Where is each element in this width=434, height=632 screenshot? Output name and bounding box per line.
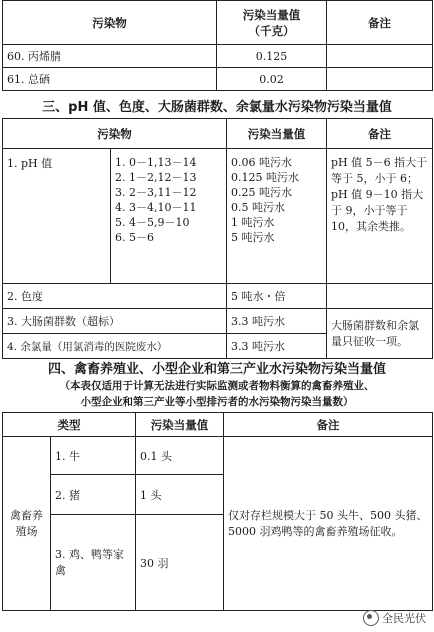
- table-header-row: [3, 413, 433, 437]
- header-pollutant: 污染物: [3, 1, 217, 45]
- row-equivalent-value: 0.1 头: [136, 437, 224, 475]
- table-row: [3, 437, 433, 475]
- table-row-ph: [3, 149, 433, 284]
- section-4-subtitle-line1: （本表仅适用于计算无法进行实际监测或者物料衡算的禽畜养殖业、: [59, 380, 375, 392]
- row-remark: [327, 68, 433, 91]
- header-remarks: 备注: [327, 1, 433, 45]
- table-row: [3, 68, 433, 91]
- row-pollutant-name: 60. 丙烯腈: [3, 45, 217, 68]
- watermark: [363, 610, 426, 626]
- row-equivalent-value: 0.125: [217, 45, 327, 68]
- header-equivalent: 污染当量值: [227, 119, 327, 149]
- color-value: 5 吨水・倍: [227, 284, 327, 309]
- table-header-row: [3, 1, 433, 45]
- ph-value: 0.125 吨污水: [231, 171, 299, 184]
- row-equivalent-value: 1 头: [136, 475, 224, 515]
- header-equivalent-line2: （千克）: [248, 23, 295, 38]
- ph-remark: pH 值 5－6 指大于等于 5，小于 6；pH 值 9－10 指大于 9，小于等于 10，其余类推。: [327, 149, 433, 284]
- watermark-text: 全民光伏: [382, 612, 426, 625]
- wechat-icon: [363, 610, 379, 626]
- ph-value: 0.25 吨污水: [231, 186, 292, 199]
- ph-range: 4. 3－4,10－11: [115, 201, 197, 214]
- livestock-remark: 仅对存栏规模大于 50 头牛、500 头猪、5000 羽鸡鸭等的禽畜养殖场征收。: [224, 437, 433, 611]
- section-4-subtitle-line2: 小型企业和第三产业等小型排污者的水污染物污染当量数）: [80, 396, 354, 408]
- coliform-value: 3.3 吨污水: [227, 309, 327, 334]
- row-pollutant-name: 61. 总硒: [3, 68, 217, 91]
- table-row: [3, 45, 433, 68]
- ph-values: [227, 149, 327, 284]
- row-type-name: 2. 猪: [51, 475, 136, 515]
- chlorine-label: 4. 余氯量（用氯消毒的医院废水）: [3, 334, 227, 359]
- coliform-label: 3. 大肠菌群数（超标）: [3, 309, 227, 334]
- header-equivalent-line1: 污染当量值: [242, 7, 301, 22]
- color-remark: [327, 284, 433, 309]
- table-header-row: [3, 119, 433, 149]
- table-water-pollutants-tail: [2, 0, 433, 91]
- ph-value: 0.5 吨污水: [231, 201, 285, 214]
- ph-range: 1. 0－1,13－14: [115, 156, 197, 169]
- ph-label: 1. pH 值: [3, 149, 111, 284]
- header-pollutant: 污染物: [3, 119, 227, 149]
- row-equivalent-value: 30 羽: [136, 515, 224, 611]
- color-label: 2. 色度: [3, 284, 227, 309]
- ph-range: 3. 2－3,11－12: [115, 186, 197, 199]
- ph-value: 0.06 吨污水: [231, 156, 292, 169]
- ph-range: 2. 1－2,12－13: [115, 171, 197, 184]
- section-4-title: 四、禽畜养殖业、小型企业和第三产业水污染物污染当量值: [47, 362, 386, 377]
- chlorine-value: 3.3 吨污水: [227, 334, 327, 359]
- header-remarks: 备注: [327, 119, 433, 149]
- ph-value: 5 吨污水: [231, 231, 275, 244]
- table-row-coliform: [3, 309, 433, 334]
- coliform-chlorine-remark: 大肠菌群数和余氯量只征收一项。: [327, 309, 433, 359]
- row-type-name: 1. 牛: [51, 437, 136, 475]
- row-equivalent-value: 0.02: [217, 68, 327, 91]
- ph-value: 1 吨污水: [231, 216, 275, 229]
- row-type-name: 3. 鸡、鸭等家禽: [51, 515, 136, 611]
- ph-range: 6. 5－6: [115, 231, 154, 244]
- category-livestock-farm: 禽畜养殖场: [3, 437, 51, 611]
- table-livestock-small-enterprises: [2, 412, 433, 611]
- header-equivalent: [217, 1, 327, 45]
- row-remark: [327, 45, 433, 68]
- section-3-title: 三、pH 值、色度、大肠菌群数、余氯量水污染物污染当量值: [42, 100, 392, 115]
- header-type: 类型: [3, 413, 136, 437]
- ph-range: 5. 4－5,9－10: [115, 216, 190, 229]
- header-remarks: 备注: [224, 413, 433, 437]
- table-ph-color-coliform-chlorine: [2, 118, 433, 359]
- ph-ranges: [111, 149, 227, 284]
- header-equivalent: 污染当量值: [136, 413, 224, 437]
- table-row-color: [3, 284, 433, 309]
